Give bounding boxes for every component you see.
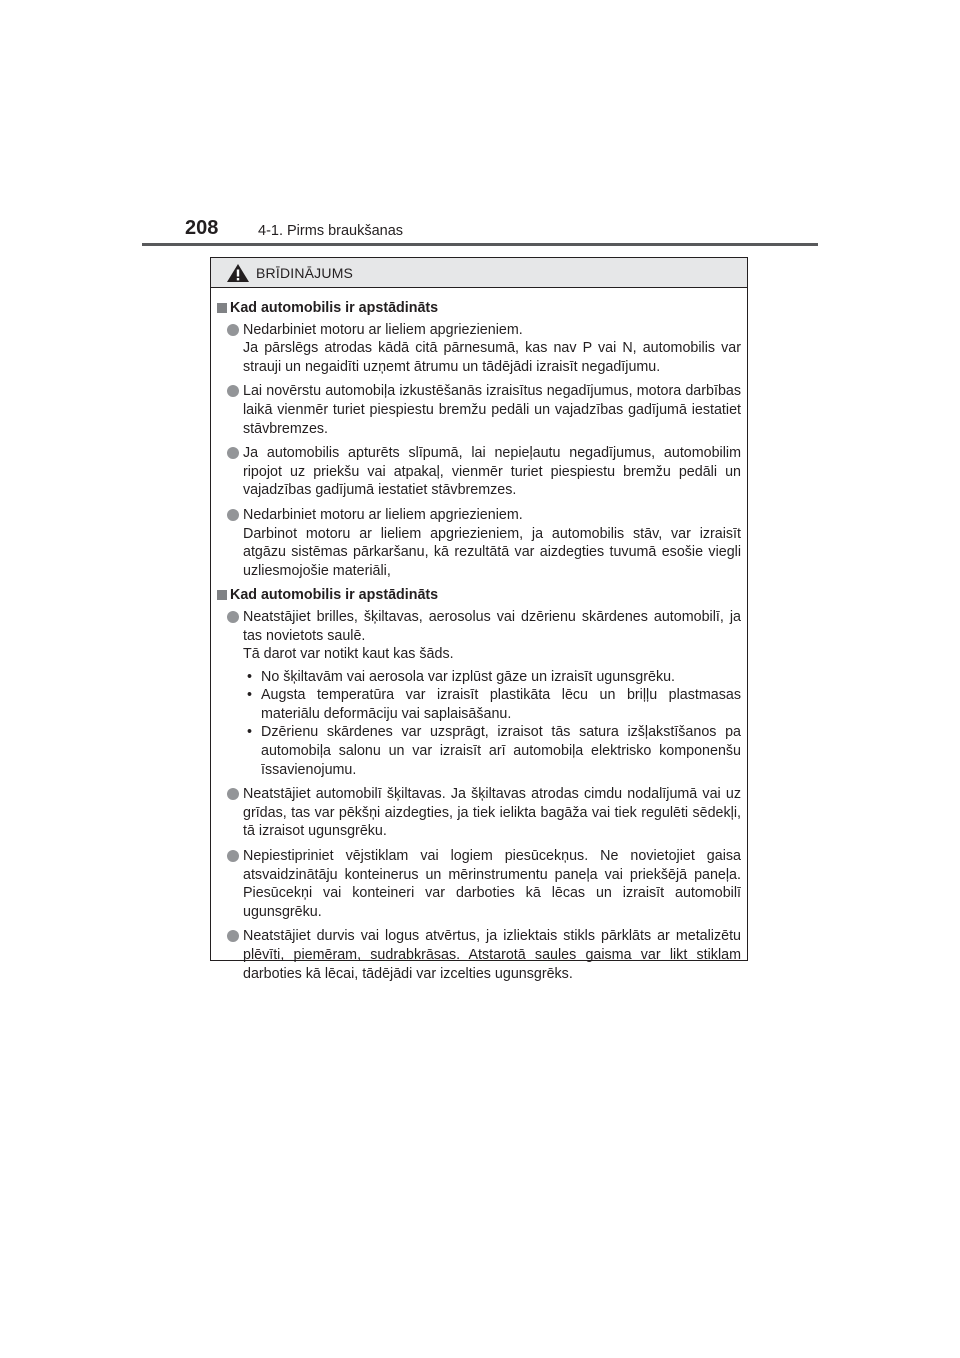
paragraph: Nepiestipriniet vējstiklam vai logiem piesūcekņus. Ne novietojiet gaisa atsvaidzinātāju konteinerus un mērinstrumentu paneļa vai priekšējā paneļa. Piesūcekņi vai konteineri var darboties kā lēcas un izraisīt automobilī ugunsgrēku. bbox=[243, 848, 741, 920]
circle-bullet-icon bbox=[227, 850, 239, 862]
warning-box bbox=[210, 257, 748, 982]
circle-bullet-icon bbox=[227, 324, 239, 336]
section-heading bbox=[217, 586, 741, 605]
list-item bbox=[217, 444, 741, 500]
section-title: 4-1. Pirms braukšanas bbox=[258, 223, 404, 239]
circle-bullet-icon bbox=[227, 509, 239, 521]
square-bullet-icon bbox=[217, 303, 227, 313]
circle-bullet-icon bbox=[227, 788, 239, 800]
sub-list-text: No šķiltavām vai aerosola var izplūst gāze un izraisīt ugunsgrēku. bbox=[261, 668, 676, 685]
paragraph: Nedarbiniet motoru ar lieliem apgriezieniem. bbox=[243, 506, 523, 523]
list-item bbox=[217, 382, 741, 438]
warning-header bbox=[211, 258, 747, 288]
list-item bbox=[217, 847, 741, 921]
square-bullet-icon bbox=[217, 590, 227, 600]
list-item bbox=[217, 608, 741, 779]
dot-bullet-icon: • bbox=[247, 687, 253, 704]
paragraph: Ja automobilis apturēts slīpumā, lai nepieļautu negadījumus, automobilim ripojot uz priekšu vai atpakaļ, vienmēr turiet piespiestu bremžu pedāli un vajadzības gadījumā iestatiet stāvbremzes. bbox=[243, 445, 741, 499]
circle-bullet-icon bbox=[227, 385, 239, 397]
sub-list-text: Dzērienu skārdenes var uzsprāgt, izraisot tās satura izšļakstīšanos pa automobiļa salonu un var izraisīt arī automobiļa elektrisko komponenšu īssavienojumu. bbox=[261, 724, 741, 778]
circle-bullet-icon bbox=[227, 930, 239, 942]
paragraph: Ja pārslēgs atrodas kādā citā pārnesumā, kas nav P vai N, automobilis var strauji un negaidīti uzņemt ātrumu un tādējādi izraisīt negadījumu. bbox=[243, 340, 741, 375]
paragraph: Tā darot var notikt kaut kas šāds. bbox=[243, 646, 454, 663]
section-heading bbox=[217, 299, 741, 318]
list-item bbox=[217, 927, 741, 983]
warning-body bbox=[211, 288, 747, 983]
dot-bullet-icon: • bbox=[247, 724, 253, 741]
circle-bullet-icon bbox=[227, 447, 239, 459]
warning-title: BRĪDINĀJUMS bbox=[256, 264, 354, 281]
page-number: 208 bbox=[185, 217, 219, 239]
paragraph: Nedarbiniet motoru ar lieliem apgriezieniem. bbox=[243, 321, 523, 338]
sub-list bbox=[243, 668, 741, 780]
sub-list-item bbox=[243, 686, 741, 723]
sub-list-text: Augsta temperatūra var izraisīt plastikāta lēcu un briļļu plastmasas materiālu deformāciju vai saplaisāšanu. bbox=[261, 687, 741, 722]
paragraph: Neatstājiet durvis vai logus atvērtus, ja izliektais stikls pārklāts ar metalizētu plēvīti, piemēram, sudrabkrāsas. Atstarotā saules gaisma var likt stiklam darboties kā lēcai, tādējādi var izcelties ugunsgrēks. bbox=[243, 928, 741, 982]
sub-list-item bbox=[243, 723, 741, 779]
list-item bbox=[217, 321, 741, 377]
paragraph: Neatstājiet automobilī šķiltavas. Ja šķiltavas atrodas cimdu nodalījumā vai uz grīdas, tas var pēkšņi aizdegties, ja tiek ielikta bagāža vai tiek regulēti sēdekļi, tā izraisot ugunsgrēku. bbox=[243, 786, 741, 840]
list-item bbox=[217, 785, 741, 841]
paragraph: Lai novērstu automobiļa izkustēšanās izraisītus negadījumus, motora darbības laikā vienmēr turiet piespiestu bremžu pedāli un vajadzības gadījumā iestatiet stāvbremzes. bbox=[243, 383, 741, 437]
section-heading-text: Kad automobilis ir apstādināts bbox=[230, 587, 439, 604]
section-heading-text: Kad automobilis ir apstādināts bbox=[230, 300, 439, 316]
paragraph: Neatstājiet brilles, šķiltavas, aerosolus vai dzērienu skārdenes automobilī, ja tas novietots saulē. bbox=[243, 608, 741, 644]
header-rule bbox=[142, 243, 818, 246]
circle-bullet-icon bbox=[227, 611, 239, 623]
dot-bullet-icon: • bbox=[247, 668, 253, 685]
paragraph: Darbinot motoru ar lieliem apgriezieniem, ja automobilis stāv, var izraisīt atgāzu sistēmas pārkaršanu, kā rezultātā var aizdegties tuvumā esošie viegli uzliesmojošie materiāli, bbox=[243, 525, 741, 579]
sub-list-item bbox=[243, 668, 741, 687]
warning-triangle-icon bbox=[226, 263, 250, 283]
list-item bbox=[217, 506, 741, 580]
